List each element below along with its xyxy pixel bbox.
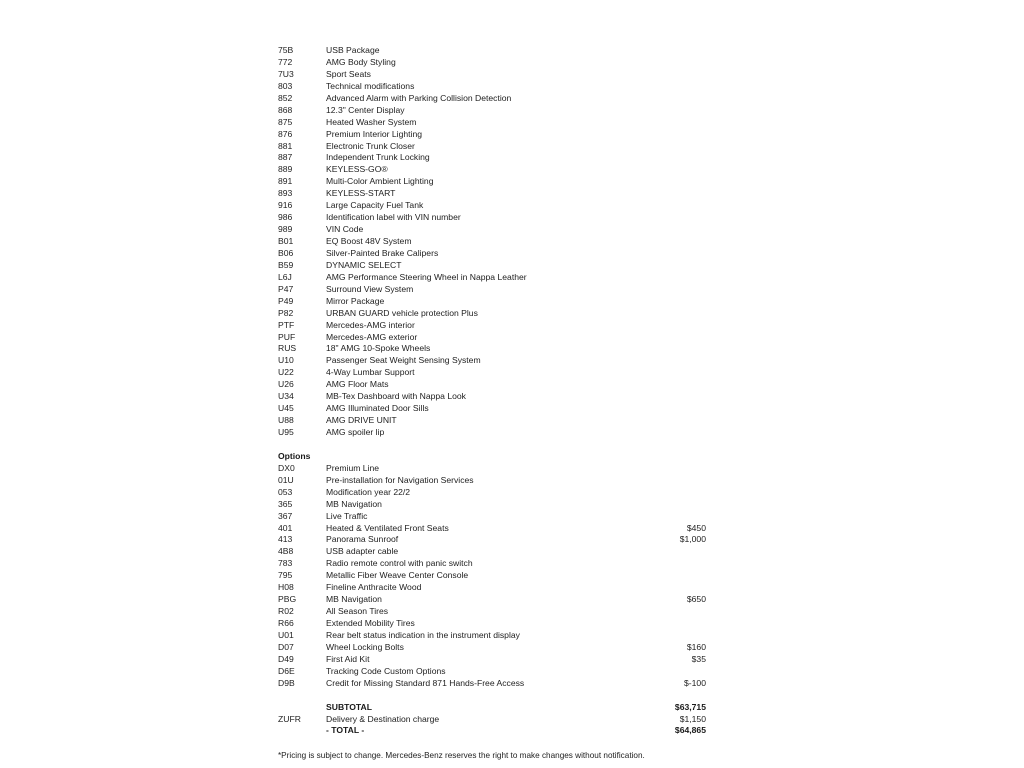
total-row xyxy=(278,725,706,737)
item-code: B59 xyxy=(278,259,294,270)
item-description: VIN Code xyxy=(326,224,364,235)
standard-item-row xyxy=(278,272,706,284)
option-row xyxy=(278,678,706,690)
item-description: EQ Boost 48V System xyxy=(326,236,412,246)
item-code: L6J xyxy=(278,271,292,282)
standard-item-row xyxy=(278,284,706,296)
item-description: Extended Mobility Tires xyxy=(326,618,415,628)
option-row xyxy=(278,523,706,535)
standard-item-row xyxy=(278,188,706,200)
item-description: Panorama Sunroof xyxy=(326,534,399,545)
item-description: Fineline Anthracite Wood xyxy=(326,582,422,593)
standard-item-row xyxy=(278,224,706,236)
standard-item-row xyxy=(278,355,706,367)
item-code: RUS xyxy=(278,343,297,354)
item-code: 916 xyxy=(278,200,293,211)
standard-item-row xyxy=(278,427,706,439)
item-code: P82 xyxy=(278,307,294,318)
standard-item-row xyxy=(278,236,706,248)
subtotal-label: SUBTOTAL xyxy=(326,701,372,712)
item-description: Mercedes-AMG exterior xyxy=(326,331,418,342)
item-code: 01U xyxy=(278,474,294,485)
option-row xyxy=(278,546,706,558)
item-code: P47 xyxy=(278,283,294,294)
item-code: D07 xyxy=(278,641,294,652)
item-description: 18" AMG 10-Spoke Wheels xyxy=(326,343,431,354)
item-description: AMG Body Styling xyxy=(326,56,396,67)
item-description: Radio remote control with panic switch xyxy=(326,558,473,569)
option-row xyxy=(278,582,706,594)
item-description: Credit for Missing Standard 871 Hands-Free Access xyxy=(326,677,525,688)
totals-spacer xyxy=(278,690,706,702)
item-code: PBG xyxy=(278,594,297,605)
standard-item-row xyxy=(278,308,706,320)
standard-item-row xyxy=(278,164,706,176)
standard-item-row xyxy=(278,152,706,164)
item-code: PUF xyxy=(278,331,296,342)
item-code: U10 xyxy=(278,355,294,366)
item-code: 875 xyxy=(278,116,293,127)
option-row xyxy=(278,534,706,546)
standard-item-row xyxy=(278,57,706,69)
option-row xyxy=(278,511,706,523)
option-row xyxy=(278,642,706,654)
item-description: KEYLESS-START xyxy=(326,188,396,199)
item-code: U45 xyxy=(278,403,294,414)
item-code: H08 xyxy=(278,582,294,593)
item-description: USB Package xyxy=(326,45,380,55)
item-description: Modification year 22/2 xyxy=(326,486,411,497)
item-code: U95 xyxy=(278,427,294,437)
item-description: AMG Floor Mats xyxy=(326,379,389,390)
item-description: Heated & Ventilated Front Seats xyxy=(326,522,449,533)
item-description: Mirror Package xyxy=(326,295,385,306)
total-value: $64,865 xyxy=(674,725,706,736)
option-row xyxy=(278,618,706,630)
item-code: R66 xyxy=(278,618,294,628)
item-description: Mercedes-AMG interior xyxy=(326,319,415,330)
item-description: Multi-Color Ambient Lighting xyxy=(326,176,434,187)
option-row xyxy=(278,487,706,499)
item-code: 803 xyxy=(278,80,293,91)
item-description: 4-Way Lumbar Support xyxy=(326,367,415,378)
standard-item-row xyxy=(278,105,706,117)
option-row xyxy=(278,558,706,570)
item-description: MB Navigation xyxy=(326,594,382,605)
item-price: $160 xyxy=(686,641,706,652)
item-description: Advanced Alarm with Parking Collision Detection xyxy=(326,92,512,103)
item-description: Electronic Trunk Closer xyxy=(326,140,415,151)
item-code: 893 xyxy=(278,188,293,199)
standard-item-row xyxy=(278,415,706,427)
standard-item-row xyxy=(278,260,706,272)
item-code: 891 xyxy=(278,176,293,187)
item-description: Passenger Seat Weight Sensing System xyxy=(326,355,481,366)
item-code: 401 xyxy=(278,522,293,533)
options-heading: Options xyxy=(278,450,311,461)
item-description: DYNAMIC SELECT xyxy=(326,259,402,270)
item-description: USB adapter cable xyxy=(326,546,399,557)
item-code: 367 xyxy=(278,510,293,521)
item-code: 772 xyxy=(278,56,293,67)
standard-item-row xyxy=(278,296,706,308)
standard-item-row xyxy=(278,248,706,260)
item-description: AMG Illuminated Door Sills xyxy=(326,403,429,414)
standard-item-row xyxy=(278,176,706,188)
option-row xyxy=(278,475,706,487)
item-code: P49 xyxy=(278,295,294,306)
delivery-row xyxy=(278,714,706,726)
item-code: U34 xyxy=(278,391,294,402)
item-price: $1,000 xyxy=(679,534,706,545)
standard-item-row xyxy=(278,69,706,81)
standard-item-row xyxy=(278,379,706,391)
item-description: Identification label with VIN number xyxy=(326,212,461,223)
item-code: D6E xyxy=(278,665,295,676)
standard-item-row xyxy=(278,343,706,355)
standard-item-row xyxy=(278,200,706,212)
item-description: Independent Trunk Locking xyxy=(326,152,430,163)
standard-item-row xyxy=(278,403,706,415)
item-description: AMG spoiler lip xyxy=(326,427,385,437)
item-code: 783 xyxy=(278,558,293,569)
item-description: Tracking Code Custom Options xyxy=(326,665,446,676)
item-code: 876 xyxy=(278,128,293,139)
item-description: Live Traffic xyxy=(326,510,368,521)
item-code: D49 xyxy=(278,653,294,664)
standard-item-row xyxy=(278,391,706,403)
total-label: - TOTAL - xyxy=(326,725,365,736)
options-heading-row xyxy=(278,451,706,463)
item-description: AMG Performance Steering Wheel in Nappa Leather xyxy=(326,271,527,282)
item-description: Metallic Fiber Weave Center Console xyxy=(326,570,469,581)
item-description: KEYLESS-GO® xyxy=(326,164,388,175)
pricing-footnote: *Pricing is subject to change. Mercedes-Benz reserves the right to make changes without notification. xyxy=(278,751,645,760)
item-description: MB Navigation xyxy=(326,498,382,509)
item-description: Technical modifications xyxy=(326,80,415,91)
item-description: Sport Seats xyxy=(326,68,371,79)
item-code: 989 xyxy=(278,224,293,235)
subtotal-row xyxy=(278,702,706,714)
delivery-label: Delivery & Destination charge xyxy=(326,713,440,724)
item-price: $35 xyxy=(691,653,706,664)
item-code: DX0 xyxy=(278,462,295,473)
item-description: Pre-installation for Navigation Services xyxy=(326,474,474,485)
item-description: Rear belt status indication in the instrument display xyxy=(326,629,520,640)
item-code: 365 xyxy=(278,498,293,509)
item-code: 887 xyxy=(278,152,293,163)
item-code: U88 xyxy=(278,415,294,426)
window-sticker-sheet xyxy=(278,45,706,737)
delivery-value: $1,150 xyxy=(679,713,706,724)
item-description: URBAN GUARD vehicle protection Plus xyxy=(326,307,478,318)
item-description: Heated Washer System xyxy=(326,116,417,127)
item-code: B01 xyxy=(278,236,294,246)
option-row xyxy=(278,570,706,582)
standard-item-row xyxy=(278,332,706,344)
standard-item-row xyxy=(278,129,706,141)
item-code: PTF xyxy=(278,319,295,330)
standard-item-row xyxy=(278,141,706,153)
item-description: Premium Interior Lighting xyxy=(326,128,423,139)
item-code: 7U3 xyxy=(278,68,294,79)
standard-item-row xyxy=(278,93,706,105)
standard-equipment-list xyxy=(278,45,706,439)
item-code: B06 xyxy=(278,247,294,258)
item-code: 75B xyxy=(278,45,294,55)
item-code: 413 xyxy=(278,534,293,545)
item-code: 868 xyxy=(278,104,293,115)
standard-item-row xyxy=(278,45,706,57)
item-code: U22 xyxy=(278,367,294,378)
item-description: First Aid Kit xyxy=(326,653,370,664)
standard-item-row xyxy=(278,117,706,129)
item-description: Surround View System xyxy=(326,283,414,294)
item-description: AMG DRIVE UNIT xyxy=(326,415,397,426)
section-spacer xyxy=(278,439,706,451)
item-code: 881 xyxy=(278,140,293,151)
item-code: 852 xyxy=(278,92,293,103)
option-row xyxy=(278,499,706,511)
item-price: $-100 xyxy=(684,677,706,688)
item-code: 889 xyxy=(278,164,293,175)
item-code: 053 xyxy=(278,486,293,497)
option-row xyxy=(278,654,706,666)
standard-item-row xyxy=(278,320,706,332)
item-code: D9B xyxy=(278,677,295,688)
item-code: U01 xyxy=(278,629,294,640)
item-description: MB-Tex Dashboard with Nappa Look xyxy=(326,391,466,402)
item-code: 986 xyxy=(278,212,293,223)
item-code: 4B8 xyxy=(278,546,294,557)
item-description: Premium Line xyxy=(326,462,380,473)
item-description: 12.3" Center Display xyxy=(326,104,405,115)
delivery-code: ZUFR xyxy=(278,713,301,724)
item-code: 795 xyxy=(278,570,293,581)
standard-item-row xyxy=(278,212,706,224)
option-row xyxy=(278,594,706,606)
option-row xyxy=(278,463,706,475)
option-row xyxy=(278,630,706,642)
option-row xyxy=(278,666,706,678)
item-price: $650 xyxy=(686,594,706,605)
item-description: All Season Tires xyxy=(326,606,389,617)
subtotal-value: $63,715 xyxy=(674,701,706,712)
item-price: $450 xyxy=(686,522,706,533)
option-row xyxy=(278,606,706,618)
standard-item-row xyxy=(278,367,706,379)
standard-item-row xyxy=(278,81,706,93)
item-description: Wheel Locking Bolts xyxy=(326,641,404,652)
item-code: R02 xyxy=(278,606,294,617)
item-description: Large Capacity Fuel Tank xyxy=(326,200,424,211)
options-list xyxy=(278,463,706,690)
item-code: U26 xyxy=(278,379,294,390)
item-description: Silver-Painted Brake Calipers xyxy=(326,247,439,258)
